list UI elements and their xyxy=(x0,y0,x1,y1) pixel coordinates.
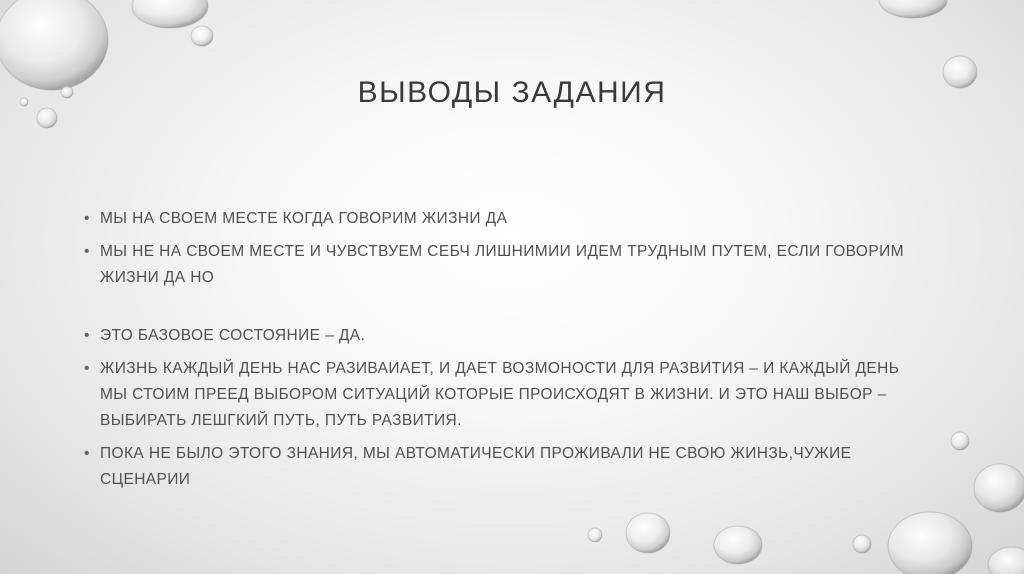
bullet-marker: • xyxy=(84,327,90,344)
bullet-marker: • xyxy=(84,445,90,462)
water-drop xyxy=(132,0,208,28)
bullet-text: МЫ НА СВОЕМ МЕСТЕ КОГДА ГОВОРИМ ЖИЗНИ ДА xyxy=(100,210,508,227)
water-drop xyxy=(879,0,947,18)
water-drop xyxy=(974,464,1024,512)
bullet-marker: • xyxy=(84,243,90,260)
water-drop xyxy=(951,432,969,450)
bullet-text: ЖИЗНЬ КАЖДЫЙ ДЕНЬ НАС РАЗИВАИАЕТ, И ДАЕТ ВОЗМОНОСТИ ДЛЯ РАЗВИТИЯ – И КАЖДЫЙ ДЕНЬ МЫ СТОИМ ПРЕЕД ВЫБОРОМ СИТУАЦИЙ КОТОРЫЕ ПРОИСХОДЯТ В ЖИЗНИ. И ЭТО НАШ ВЫБОР –ВЫБИРАТЬ ЛЕШГКИЙ ПУТЬ, ПУТЬ РАЗВИТИЯ. xyxy=(100,360,900,429)
bullet-item xyxy=(84,239,912,291)
bullet-list xyxy=(84,206,912,500)
bullet-item xyxy=(84,441,912,493)
slide-title: ВЫВОДЫ ЗАДАНИЯ xyxy=(357,76,667,109)
bullet-item xyxy=(84,323,912,349)
bullet-item xyxy=(84,356,912,434)
bullet-marker: • xyxy=(84,360,90,377)
water-drop xyxy=(588,528,602,542)
bullet-item xyxy=(84,206,912,232)
bullet-text: ЭТО БАЗОВОЕ СОСТОЯНИЕ – ДА. xyxy=(100,327,366,344)
bullet-text: МЫ НЕ НА СВОЕМ МЕСТЕ И ЧУВСТВУЕМ СЕБЧ ЛИШНИМИИ ИДЕМ ТРУДНЫМ ПУТЕМ, ЕСЛИ ГОВОРИМ ЖИЗНИ ДА НО xyxy=(100,243,904,286)
bullet-text: ПОКА НЕ БЫЛО ЭТОГО ЗНАНИЯ, МЫ АВТОМАТИЧЕСКИ ПРОЖИВАЛИ НЕ СВОЮ ЖИНЗЬ,ЧУЖИЕ СЦЕНАРИИ xyxy=(100,445,852,488)
water-drop xyxy=(988,547,1024,574)
water-drop xyxy=(853,535,871,553)
water-drop xyxy=(888,512,972,574)
water-drop xyxy=(191,26,213,46)
water-drop xyxy=(37,108,57,128)
water-drop xyxy=(714,526,762,564)
water-drop xyxy=(626,513,670,553)
bullet-marker: • xyxy=(84,210,90,227)
